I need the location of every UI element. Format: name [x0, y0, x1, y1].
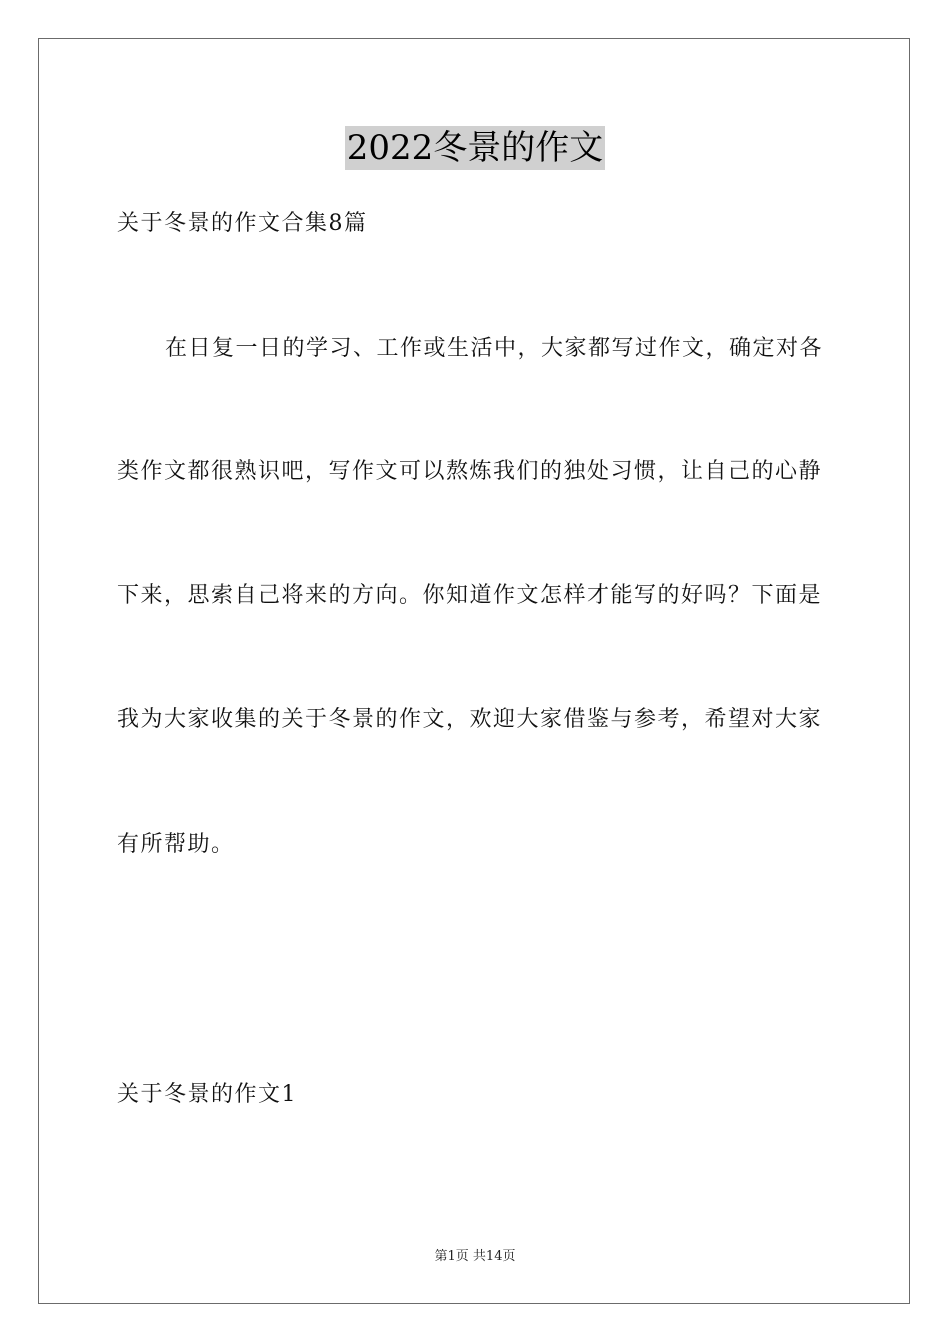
title-container	[0, 126, 950, 170]
section-heading: 关于冬景的作文1	[117, 1082, 297, 1107]
intro-line-4: 我为大家收集的关于冬景的作文，欢迎大家借鉴与参考，希望对大家	[117, 707, 823, 732]
intro-line-5: 有所帮助。	[117, 832, 235, 857]
intro-line-1: 在日复一日的学习、工作或生活中，大家都写过作文，确定对各	[165, 336, 824, 361]
page-footer	[0, 1248, 950, 1266]
subtitle: 关于冬景的作文合集8篇	[117, 211, 368, 236]
document-title: 2022冬景的作文	[346, 128, 604, 168]
intro-line-2: 类作文都很熟识吧，写作文可以熬炼我们的独处习惯，让自己的心静	[117, 459, 823, 484]
intro-line-3: 下来，思索自己将来的方向。你知道作文怎样才能写的好吗？下面是	[117, 583, 823, 608]
page-number: 第1页 共14页	[434, 1249, 516, 1264]
